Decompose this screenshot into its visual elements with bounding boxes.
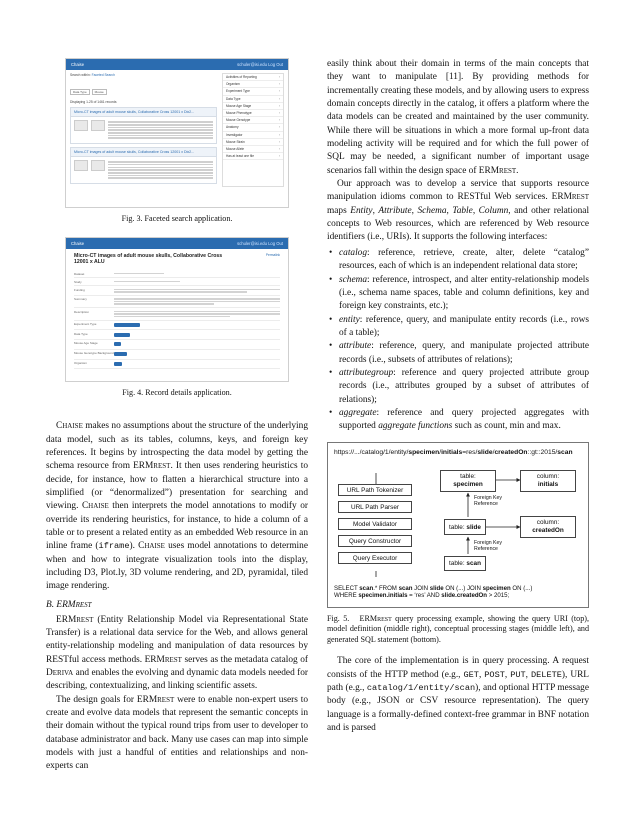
figure-3-caption: Fig. 3. Faceted search application. (121, 214, 233, 223)
result-thumbnail (91, 160, 105, 171)
list-item: • aggregate: reference and query projected aggregates with supported aggregate functions such as count, min and max. (327, 407, 589, 434)
column-initials-box: column: initials (520, 470, 576, 492)
generated-sql: SELECT scan.* FROM scan JOIN slide ON (...) JOIN specimen ON (...) WHERE specimen.initials = ‘res’ AND slide.createdOn > 2015; (334, 584, 533, 600)
app-header (66, 238, 288, 249)
result-card (70, 147, 217, 184)
query-url: https://.../catalog/1/entity/specimen/initials=res/slide/createdOn::gt::2015/scan (334, 448, 573, 456)
paragraph-query-processing: The core of the implementation is in query processing. A request consists of the HTTP method (e.g., GET, POST, PUT, DELETE), URL path (e.g., catalog/1/entity/scan), and optional HTTP message body (e.g., JSON or CSV resource representation). The query language is a formally-defined context-free grammar in BNF notation and is parsed (327, 656, 590, 734)
result-thumbnail (91, 120, 105, 131)
figure-record-details-screenshot (65, 237, 289, 382)
facet-item: Mouse Strain › (223, 139, 283, 146)
figure-query-processing-diagram (327, 442, 589, 608)
left-column (46, 58, 308, 774)
facet-item: Mouse Age Stage › (223, 103, 283, 110)
paragraph-continued: easily think about their domain in terms of the main concepts that they want to manipulate [11]. By providing methods for incrementally creating these models, and by allowing users to express domain concepts directly in the catalog, it offers a platform where the data models can be created and maintained by the user community. While there will be situations in which a more formal up-front data modeling activity will be required and for which the full power of SQL may be needed, a significant number of important usage scenarios fall within the design space of ERMrest. (327, 59, 589, 176)
figure-5-caption: Fig. 5. ERMrest query processing example, showing the query URI (top), model definition (middle right), conceptual processing stages (middle left), and generated SQL statement (bottom). (327, 613, 589, 644)
paragraph-ermrest-intro: ERMrest (Entity Relationship Model via Representational State Transfer) is a relational data service for the Web, and allows general entity-relationship modeling and manipulation of data resources by RESTful access methods. ERMrest serves as the metadata catalog of Deriva and enables the evolving and dynamic data models needed for describing, contextualizing, and linking scientific assets. (46, 614, 309, 692)
stage-query-constructor: Query Constructor (338, 535, 412, 547)
record-field-key: Data Type (74, 331, 88, 336)
facet-item: Investigator › (223, 132, 283, 139)
table-scan-box: table: scan (444, 556, 486, 571)
result-title: Micro-CT images of adult mouse skulls, Collaborative Cross 12001 x Dix2... (71, 148, 216, 157)
record-field-key: Experiment Type (74, 321, 97, 326)
table-specimen-box: table: specimen (440, 470, 496, 492)
list-item: • entity: reference, query, and manipulate entity records (i.e., rows of a table); (327, 314, 589, 341)
app-title: Chaise (71, 62, 85, 67)
facet-item: Organism › (223, 81, 283, 88)
app-header (66, 59, 288, 70)
record-field-key: Funding (74, 287, 85, 292)
fk-label-2: Foreign Key Reference (474, 539, 502, 552)
facet-item: Mouse Allele › (223, 146, 283, 153)
filter-chip: Mouse (92, 89, 107, 95)
result-thumbnail (74, 120, 88, 131)
facet-item: Data Type › (223, 96, 283, 103)
table-slide-box: table: slide (444, 519, 486, 535)
stage-model-validator: Model Validator (338, 518, 412, 530)
paragraph-design-goals: The design goals for ERMrest were to enable non-expert users to create and evolve data models that represent the semantic concepts in their domain without the typical round trips from user to developer to database administrator and back. Many use cases can map into simple models with just a handful of entities and relationships and non-experts can (46, 694, 308, 772)
permalink-button: Permalink (265, 252, 280, 257)
stage-url-path-tokenizer: URL Path Tokenizer (338, 484, 412, 496)
figure-4-caption: Fig. 4. Record details application. (122, 387, 232, 397)
facet-item: Has at least one file › (223, 153, 283, 160)
result-title: Micro-CT images of adult mouse skulls, Collaborative Cross 12001 x Dix2... (71, 108, 216, 117)
search-label: Search within: (70, 73, 91, 77)
record-title: Micro-CT images of adult mouse skulls, Collaborative Cross 12001 x ALU (74, 252, 223, 265)
result-card (70, 107, 217, 144)
results-summary: Displaying 1-25 of 1461 records (70, 99, 117, 104)
paragraph-chaise: Chaise makes no assumptions about the structure of the underlying data model, such as its tables, columns, keys, and foreign key references. It begins by introspecting the data model by getting the schema resource from ERMrest. It then uses rendering heuristics to decide, for instance, how to flatten a hierarchical structure into a simplified (or “denormalized”) presentation for searching and viewing. Chaise then interprets the model annotations to modify or override its rendering heuristics, for instance, to hide a column of a table or to present a related entity as an embedded Web resource in an inline frame (iframe). Chaise uses model annotations to determine when and how to integrate visualization tools into the display, including D3, Plot.ly, 3D volume rendering, and 2D, pyramidal, tiled image rendering. (46, 421, 308, 592)
figure-faceted-search-screenshot (65, 58, 289, 208)
filter-chip: Data Type (70, 89, 90, 95)
app-title: Chaise (71, 240, 85, 246)
stage-url-path-parser: URL Path Parser (338, 501, 412, 513)
facet-item: Mouse Genotype › (223, 117, 283, 124)
list-item: • schema: reference, introspect, and alter entity-relationship models (i.e., schema name spaces, table and column definitions, key and foreign key constraints, etc.); (327, 274, 589, 314)
list-item: • attributegroup: reference and query projected attribute group records (i.e., attributes grouped by a subset of attributes of relations); (327, 367, 589, 407)
facet-item: Anatomy › (223, 124, 283, 131)
fk-label-1: Foreign Key Reference (474, 494, 502, 507)
result-thumbnail (74, 160, 88, 171)
record-field-key: Dataset (74, 271, 85, 276)
interface-list (327, 247, 589, 434)
facet-sidebar (222, 73, 284, 187)
column-createdon-box: column: createdOn (520, 516, 576, 538)
section-heading: B. ERMrest (46, 599, 92, 610)
list-item: • catalog: reference, retrieve, create, alter, delete “catalog” resources, each of which is an independent relational data store; (327, 247, 589, 274)
right-column (327, 58, 589, 735)
record-field-key: Mouse Age Stage (74, 341, 98, 346)
record-field-key: Study (74, 279, 82, 284)
user-menu: schuler@isi.edu Log Out (237, 62, 283, 67)
stage-query-executor: Query Executor (338, 552, 412, 564)
record-field-key: Mouse Genotype Background (74, 351, 114, 356)
facet-item: Activities of Reporting › (223, 74, 283, 81)
facet-item: Mouse Phenotype › (223, 110, 283, 117)
record-field-key: Description (74, 309, 90, 314)
list-item: • attribute: reference, query, and manipulate projected attribute records (i.e., subsets of attributes of relations); (327, 340, 589, 367)
facet-item: Experiment Type › (223, 88, 283, 95)
record-field-key: Organism (74, 361, 88, 366)
user-menu: schuler@isi.edu Log Out (237, 240, 283, 246)
search-scope: Faceted Search (91, 73, 115, 77)
paragraph-approach: Our approach was to develop a service that supports resource manipulation idioms common to RESTful Web services. ERMrest maps Entity, Attribute, Schema, Table, Column, and other relational concepts to Web resources, which are referenced by Web resource identifiers (i.e., URIs). It supports the following interfaces: (327, 179, 590, 243)
record-field-key: Summary (74, 297, 87, 302)
